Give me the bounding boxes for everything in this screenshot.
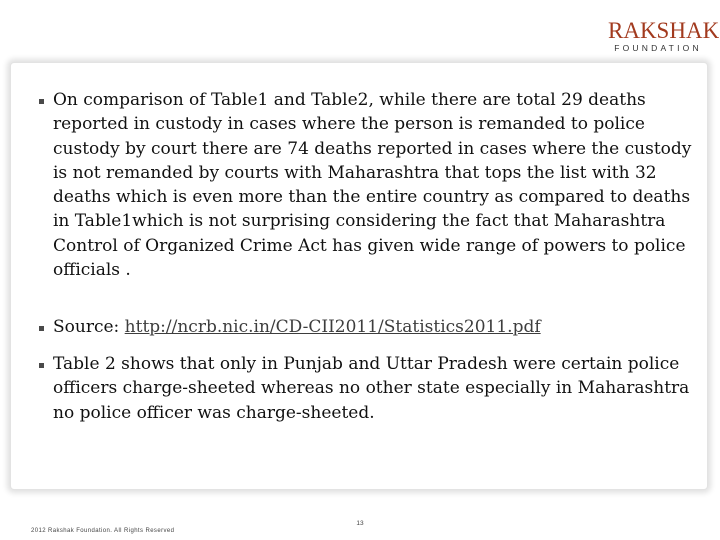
- square-bullet-icon: [39, 326, 44, 331]
- source-label: Source:: [53, 317, 125, 337]
- rakshak-foundation-logo: [608, 18, 720, 53]
- square-bullet-icon: [39, 363, 44, 368]
- logo-subtitle: FOUNDATION: [614, 43, 702, 53]
- footer-copyright: 2012 Rakshak Foundation. All Rights Reserved: [31, 528, 175, 534]
- bullet-item-charge-sheeted: [53, 352, 693, 425]
- bullet-text: Table 2 shows that only in Punjab and Uttar Pradesh were certain police officers charge-sheeted whereas no other state especially in Maharashtra no police officer was charge-sheeted.: [53, 354, 690, 423]
- bullet-item-custody-deaths: [53, 88, 693, 282]
- square-bullet-icon: [39, 99, 44, 104]
- page-number: 13: [356, 520, 364, 527]
- slide-content-box: [10, 62, 708, 490]
- bullet-text: On comparison of Table1 and Table2, while there are total 29 deaths reported in custody in cases where the person is remanded to police custody by court there are 74 deaths reported in cases where the custody is not remanded by courts with Maharashtra that tops the list with 32 deaths which is even more than the entire country as compared to deaths in Table1which is not surprising considering the fact that Maharashtra Control of Organized Crime Act has given wide range of powers to police officials .: [53, 90, 692, 281]
- logo-wordmark: RAKSHAK: [608, 18, 720, 43]
- source-link[interactable]: http://ncrb.nic.in/CD-CII2011/Statistics2011.pdf: [124, 317, 541, 337]
- bullet-item-source: [53, 315, 693, 339]
